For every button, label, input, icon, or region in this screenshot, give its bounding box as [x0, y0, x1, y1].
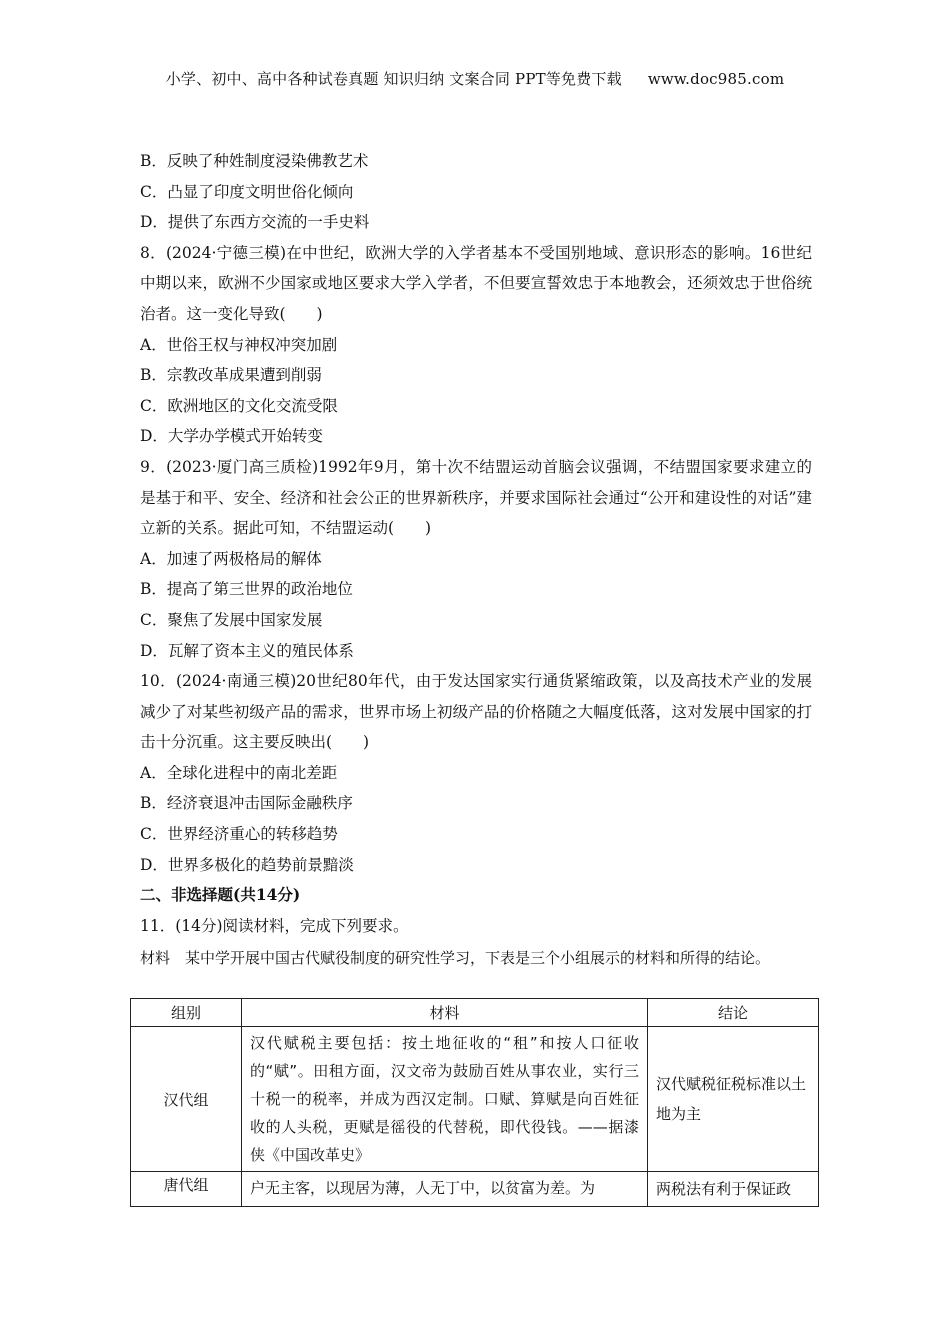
q7-option-d: D．提供了东西方交流的一手史料 — [140, 213, 370, 232]
table-header-row — [131, 999, 819, 1027]
q9-option-c: C．聚焦了发展中国家发展 — [140, 610, 323, 629]
table-header-material: 材料 — [242, 999, 648, 1027]
table-header-conclusion: 结论 — [648, 999, 819, 1027]
q7-option-c: C．凸显了印度文明世俗化倾向 — [140, 182, 354, 201]
q8-option-b: B．宗教改革成果遭到削弱 — [140, 366, 322, 385]
table-row — [131, 1172, 819, 1207]
q10-option-d: D．世界多极化的趋势前景黯淡 — [140, 855, 354, 874]
q7-option-b: B．反映了种姓制度浸染佛教艺术 — [140, 152, 369, 170]
table-cell-group: 汉代组 — [131, 1027, 242, 1172]
q9-option-a: A．加速了两极格局的解体 — [140, 549, 322, 568]
q8-option-d: D．大学办学模式开始转变 — [140, 427, 323, 446]
header-site: www.doc985.com — [647, 70, 785, 88]
q8-stem: 8．(2024·宁德三模)在中世纪，欧洲大学的入学者基本不受国别地域、意识形态的影响。16世纪中期以来，欧洲不少国家或地区要求大学入学者，不但要宣誓效忠于本地教会，还须效忠于世俗统治者。这一变化导致( ) — [140, 243, 812, 323]
material-table — [130, 998, 819, 1207]
q11-material-intro: 材料 某中学开展中国古代赋役制度的研究性学习，下表是三个小组展示的材料和所得的结论。 — [140, 949, 771, 968]
page-content — [140, 146, 812, 973]
q10-option-a: A．全球化进程中的南北差距 — [140, 763, 338, 782]
q9-option-b: B．提高了第三世界的政治地位 — [140, 580, 353, 599]
header-text: 小学、初中、高中各种试卷真题 知识归纳 文案合同 PPT等免费下载 — [165, 70, 622, 88]
q9-stem: 9．(2023·厦门高三质检)1992年9月，第十次不结盟运动首脑会议强调，不结盟国家要求建立的是基于和平、安全、经济和社会公正的世界新秩序，并要求国际社会通过“公开和建设性的对话”建立新的关系。据此可知，不结盟运动( ) — [140, 457, 812, 538]
page-header — [0, 68, 950, 89]
q9-option-d: D．瓦解了资本主义的殖民体系 — [140, 641, 354, 660]
q8-option-c: C．欧洲地区的文化交流受限 — [140, 396, 338, 415]
q10-option-b: B．经济衰退冲击国际金融秩序 — [140, 794, 353, 813]
table-cell-group: 唐代组 — [131, 1172, 242, 1207]
q10-option-c: C．世界经济重心的转移趋势 — [140, 825, 338, 844]
table-cell-material: 户无主客，以现居为薄，人无丁中，以贫富为差。为 — [242, 1172, 648, 1207]
q11-stem: 11．(14分)阅读材料，完成下列要求。 — [140, 916, 409, 935]
q10-stem: 10．(2024·南通三模)20世纪80年代，由于发达国家实行通货紧缩政策，以及高技术产业的发展减少了对某些初级产品的需求，世界市场上初级产品的价格随之大幅度低落，这对发展中国家的打击十分沉重。这主要反映出( ) — [140, 672, 812, 752]
table-row — [131, 1027, 819, 1172]
table-header-group: 组别 — [131, 999, 242, 1027]
q8-option-a: A．世俗王权与神权冲突加剧 — [140, 335, 338, 354]
table-cell-material: 汉代赋税主要包括：按土地征收的“租”和按人口征收的“赋”。田租方面，汉文帝为鼓励百姓从事农业，实行三十税一的税率，并成为西汉定制。口赋、算赋是向百姓征收的人头税，更赋是徭役的代替税，即代役钱。——据漆侠《中国改革史》 — [242, 1027, 648, 1172]
table-cell-conclusion: 两税法有利于保证政 — [648, 1172, 819, 1207]
section-title: 二、非选择题(共14分) — [140, 885, 301, 905]
table-cell-conclusion: 汉代赋税征税标准以土地为主 — [648, 1027, 819, 1172]
